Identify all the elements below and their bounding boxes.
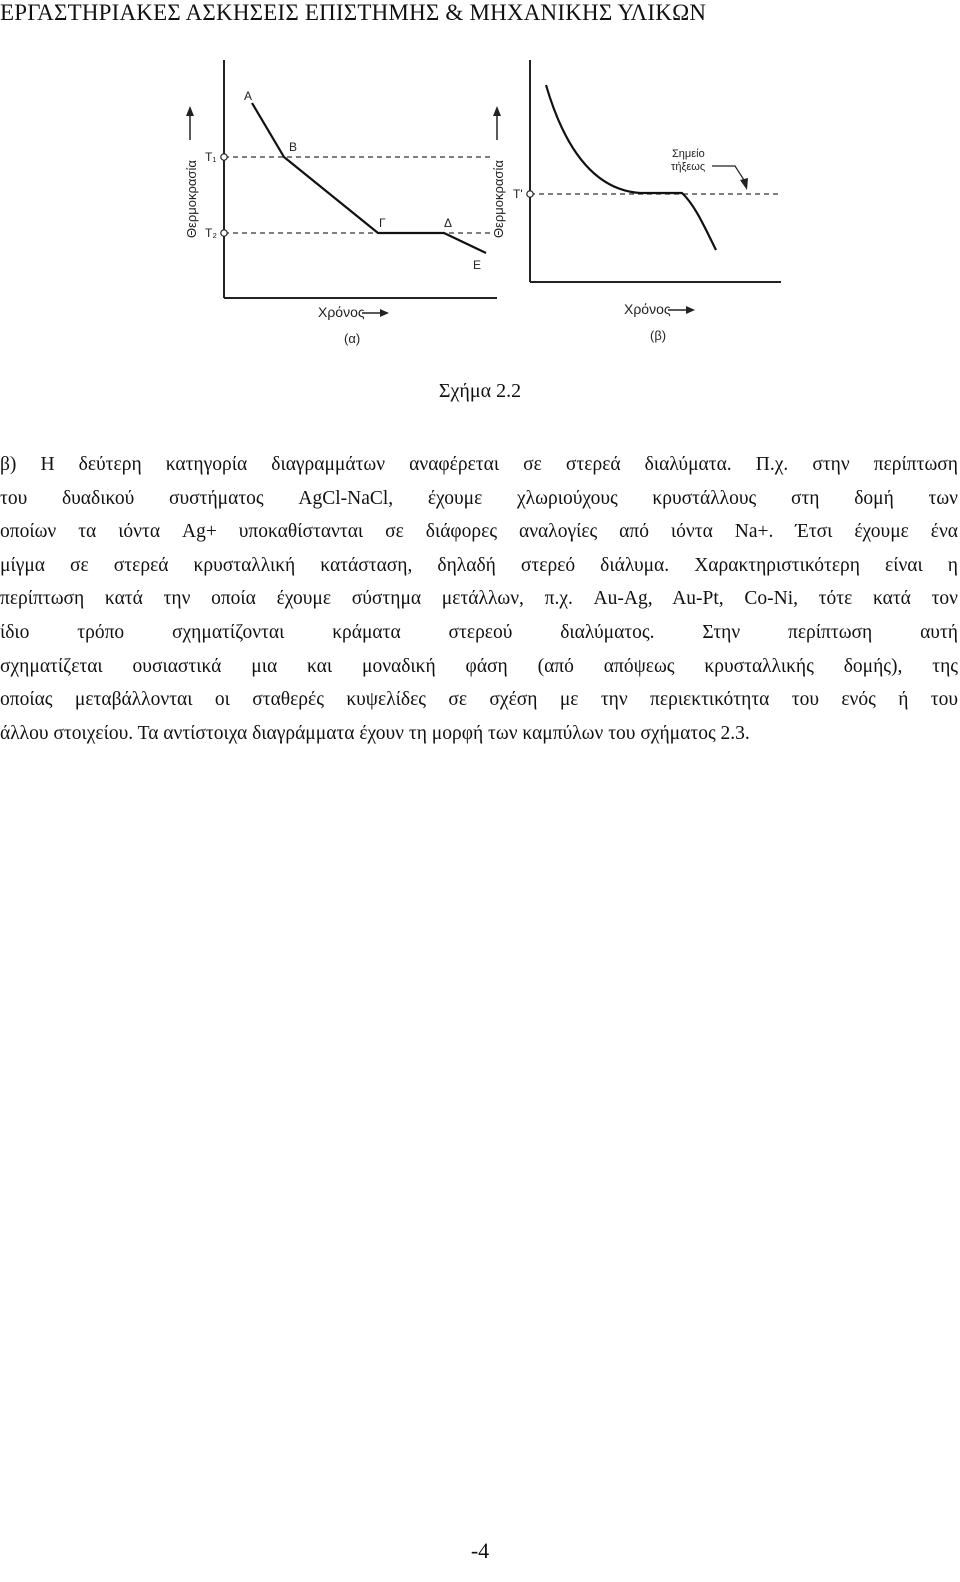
- diagram-b: [491, 60, 781, 343]
- paragraph-line: οποίας μεταβάλλονται οι σταθερές κυψελίδες σε σχέση με την περιεκτικότητα του ενός ή του: [0, 689, 958, 711]
- diagram-b-y-arrow-head: [493, 106, 501, 116]
- diagram-a-point-a: A: [244, 89, 253, 103]
- diagram-b-ylabel: Θερμοκρασία: [491, 160, 506, 238]
- diagram-b-t-label: T': [513, 187, 523, 201]
- diagram-a-t1-label: T₁: [205, 150, 217, 164]
- diagram-a-t1-marker: [221, 154, 227, 160]
- diagram-a-t2-label: T₂: [205, 226, 217, 240]
- figure-caption: Σχήμα 2.2: [438, 380, 522, 402]
- paragraph-line: ίδιο τρόπο σχηματίζονται κράματα στερεού διαλύματος. Στην περίπτωση αυτή: [0, 621, 958, 643]
- paragraph-line: οποίων τα ιόντα Ag+ υποκαθίστανται σε διάφορες αναλογίες από ιόντα Na+. Έτσι έχουμε ένα: [0, 521, 958, 543]
- diagram-a-xlabel: Χρόνος: [318, 304, 365, 320]
- paragraph-line: άλλου στοιχείου. Τα αντίστοιχα διαγράμματα έχουν τη μορφή των καμπύλων του σχήματος 2.3.: [0, 722, 750, 744]
- body-paragraph: [0, 448, 958, 750]
- diagram-b-note-2: τήξεως: [671, 161, 706, 173]
- diagram-a-sublabel: (α): [344, 331, 361, 346]
- diagram-b-note-1: Σημείο: [672, 148, 705, 160]
- diagram-a-t2-marker: [221, 230, 227, 236]
- diagram-a-ylabel: Θερμοκρασία: [184, 160, 199, 238]
- cooling-curves-figure: [0, 40, 960, 360]
- page-number: -4: [470, 1538, 490, 1563]
- diagram-b-xlabel: Χρόνος: [624, 301, 671, 317]
- diagram-a-y-arrow-head: [186, 106, 194, 116]
- paragraph-line: μίγμα σε στερεά κρυσταλλική κατάσταση, δηλαδή στερεό διάλυμα. Χαρακτηριστικότερη είναι η: [0, 554, 958, 576]
- page-header: ΕΡΓΑΣΤΗΡΙΑΚΕΣ ΑΣΚΗΣΕΙΣ ΕΠΙΣΤΗΜΗΣ & ΜΗΧΑΝΙΚΗΣ ΥΛΙΚΩΝ: [0, 0, 707, 25]
- diagram-b-x-arrow-head: [686, 306, 695, 314]
- paragraph-line: β) Η δεύτερη κατηγορία διαγραμμάτων αναφέρεται σε στερεά διαλύματα. Π.χ. στην περίπτωση: [0, 454, 958, 475]
- paragraph-line: περίπτωση κατά την οποία έχουμε σύστημα μετάλλων, π.χ. Au-Ag, Au-Pt, Co-Ni, τότε κατά τον: [0, 588, 958, 610]
- diagram-a-point-b: B: [289, 140, 298, 154]
- diagram-a-point-e: E: [473, 258, 482, 272]
- diagram-a: [184, 60, 497, 346]
- diagram-b-sublabel: (β): [650, 328, 667, 343]
- paragraph-line: σχηματίζεται ουσιαστικά μια και μοναδική φάση (από απόψεως κρυσταλλικής δομής), της: [0, 655, 958, 677]
- diagram-a-x-arrow-head: [380, 309, 389, 317]
- diagram-b-t-marker: [527, 191, 533, 197]
- diagram-a-point-g: Γ: [379, 216, 386, 230]
- diagram-a-cooling-curve: [252, 103, 486, 253]
- paragraph-line: του δυαδικού συστήματος AgCl-NaCl, έχουμε χλωριούχους κρυστάλλους στη δομή των: [0, 487, 958, 509]
- diagram-b-note-pointer: [712, 166, 744, 180]
- diagram-a-point-d: Δ: [444, 216, 453, 230]
- diagram-b-note-pointer-head: [740, 178, 748, 190]
